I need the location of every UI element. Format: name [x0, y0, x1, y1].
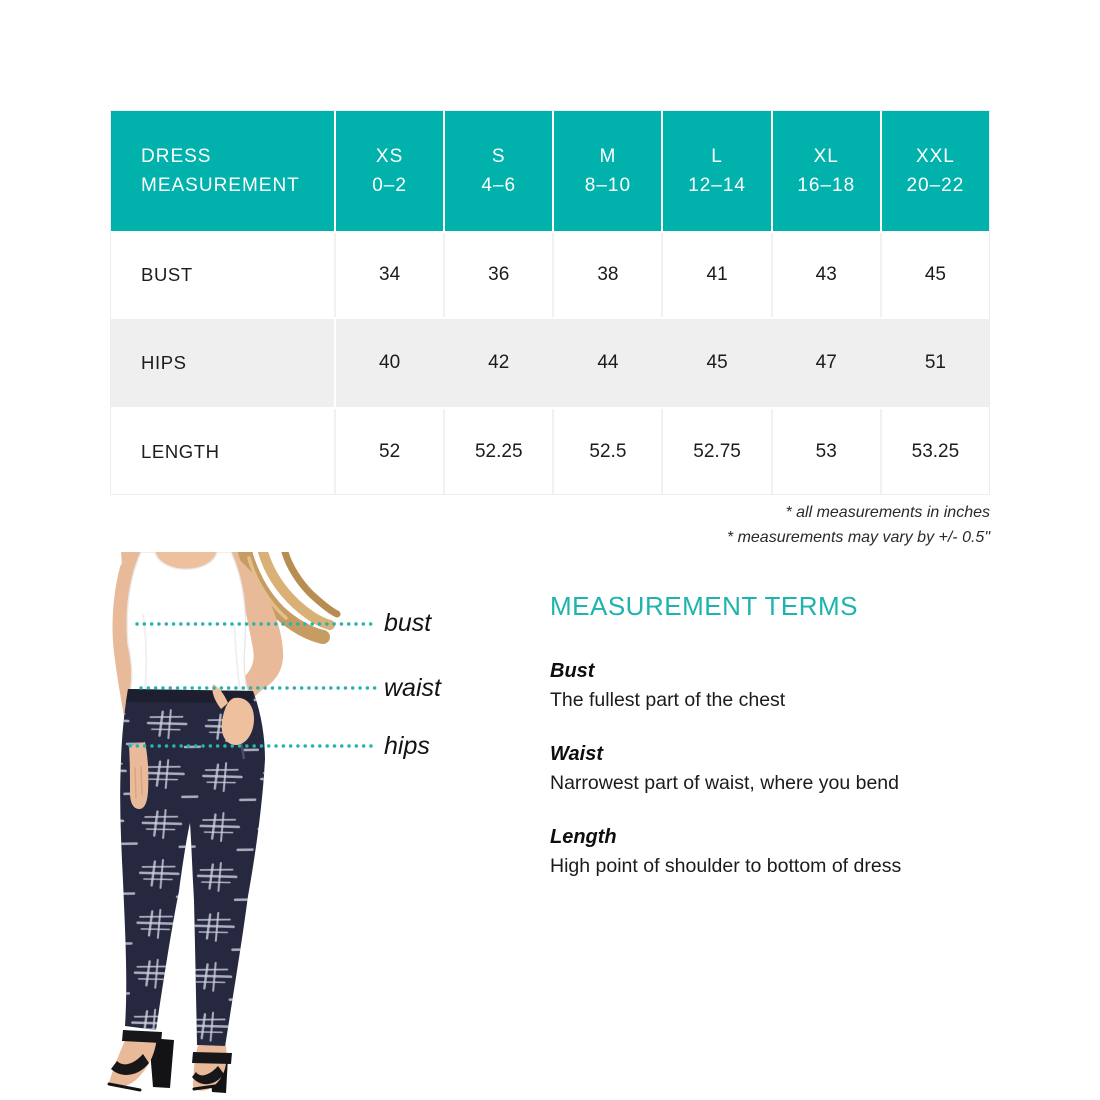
size-range: 20–22: [906, 175, 965, 196]
table-header-dress-measurement: [111, 111, 334, 231]
size-range: 8–10: [584, 175, 632, 196]
table-cell: 34: [336, 233, 443, 317]
size-chart-table: [110, 110, 990, 495]
left-heel-sandal: [109, 1030, 174, 1090]
size-header-xs: [336, 111, 443, 231]
footnote-variance: * measurements may vary by +/- 0.5": [726, 528, 990, 546]
table-cell: 52.25: [445, 409, 552, 494]
bust-row-label: BUST: [111, 233, 334, 317]
term-description: High point of shoulder to bottom of dress: [550, 855, 902, 877]
size-label: M: [599, 146, 617, 167]
size-header-xxl: [882, 111, 989, 231]
term-name: Length: [550, 826, 617, 848]
size-label: L: [711, 146, 723, 167]
table-cell: 52: [336, 409, 443, 494]
table-cell: 43: [773, 233, 880, 317]
waist-measure-line: [137, 683, 379, 693]
term-description: Narrowest part of waist, where you bend: [550, 772, 900, 794]
size-header-m: [554, 111, 661, 231]
waist-line-label: waist: [384, 674, 441, 702]
right-heel-sandal: [192, 1045, 232, 1093]
header-line-2: MEASUREMENT: [141, 175, 300, 196]
table-cell: 41: [663, 233, 770, 317]
size-label: XS: [375, 146, 404, 167]
term-waist: [550, 743, 1020, 795]
hips-row-label: HIPS: [111, 319, 334, 407]
footnote-inches: * all measurements in inches: [785, 504, 990, 521]
table-cell: 53.25: [882, 409, 989, 494]
term-length: [550, 826, 1020, 878]
hips-measure-line: [126, 741, 379, 751]
header-line-1: DRESS: [141, 146, 212, 167]
table-cell: 52.5: [554, 409, 661, 494]
term-name: Waist: [550, 743, 603, 765]
size-header-xl: [773, 111, 880, 231]
bust-line-label: bust: [384, 609, 432, 637]
table-cell: 53: [773, 409, 880, 494]
size-range: 16–18: [797, 175, 856, 196]
table-cell: 44: [554, 319, 661, 407]
size-label: S: [491, 146, 506, 167]
table-cell: 51: [882, 319, 989, 407]
term-name: Bust: [550, 660, 595, 682]
measurement-terms-section: [550, 591, 1020, 909]
table-cell: 42: [445, 319, 552, 407]
table-cell: 45: [882, 233, 989, 317]
table-cell: 45: [663, 319, 770, 407]
length-row-label: LENGTH: [111, 409, 334, 494]
size-range: 4–6: [481, 175, 517, 196]
size-range: 0–2: [372, 175, 407, 196]
table-cell: 36: [445, 233, 552, 317]
table-cell: 47: [773, 319, 880, 407]
measurement-terms-title: MEASUREMENT TERMS: [550, 591, 859, 621]
term-bust: [550, 660, 1020, 712]
term-description: The fullest part of the chest: [550, 689, 786, 711]
size-label: XL: [813, 146, 839, 167]
size-header-s: [445, 111, 552, 231]
size-header-l: [663, 111, 770, 231]
table-footnotes: [110, 501, 990, 550]
bust-measure-line: [133, 619, 379, 629]
table-cell: 40: [336, 319, 443, 407]
hips-line-label: hips: [384, 732, 430, 760]
size-range: 12–14: [688, 175, 746, 196]
table-cell: 52.75: [663, 409, 770, 494]
table-cell: 38: [554, 233, 661, 317]
size-label: XXL: [915, 146, 955, 167]
